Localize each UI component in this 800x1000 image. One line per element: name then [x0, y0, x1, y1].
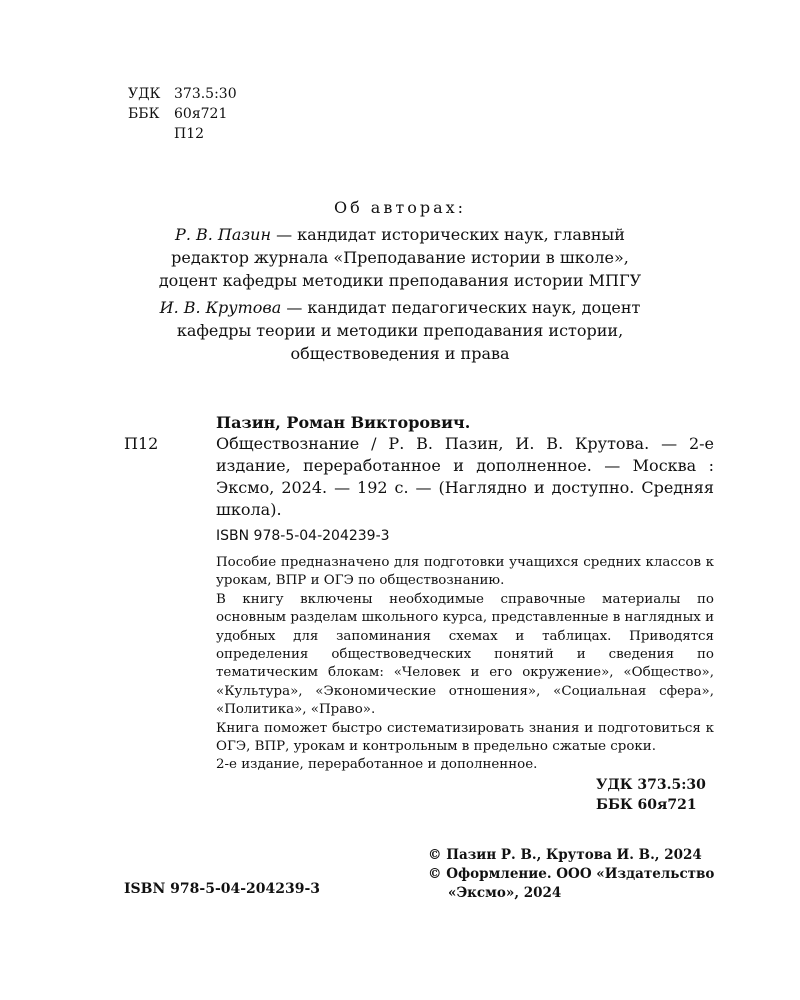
main-author: Пазин, Роман Викторович.	[216, 413, 471, 432]
annotation-paragraph: Книга поможет быстро систематизировать знания и подготовиться к ОГЭ, ВПР, урокам и контрольным в предельно сжатые сроки.	[216, 720, 714, 755]
bbk-value: 60я721	[174, 106, 228, 122]
about-authors-heading: Об авторах:	[333, 198, 467, 217]
annotation-paragraph: В книгу включены необходимые справочные материалы по основным разделам школьного курса, представленные в наглядных и удобных для запоминания схемах и таблицах. Приводятся определения обществоведческих понятий и сведения по тематическим блокам: «Человек и его окружение», «Общество», «Культура», «Экономические отношения», «Социальная сфера», «Политика», «Право».	[216, 591, 714, 718]
annotation-paragraph: Пособие предназначено для подготовки учащихся средних классов к урокам, ВПР и ОГЭ по обществознанию.	[216, 555, 714, 589]
author2-name: И. В. Крутова	[159, 298, 282, 317]
author2-paragraph	[150, 296, 650, 365]
bbk-bottom: ББК 60я721	[596, 797, 697, 813]
about-authors	[150, 196, 650, 369]
bbk-label: ББК	[128, 106, 160, 122]
udk-bottom: УДК 373.5:30	[596, 777, 706, 793]
author1-text: — кандидат исторических наук, главный редактор журнала «Преподавание истории в школе», доцент кафедры методики преподавания истории МПГУ	[158, 225, 642, 290]
annotation	[216, 554, 714, 775]
annotation-paragraph: 2-е издание, переработанное и дополненное.	[216, 757, 538, 773]
udk-value: 373.5:30	[174, 86, 237, 102]
bibliographic-description: Обществознание / Р. В. Пазин, И. В. Крутова. — 2-е издание, переработанное и дополненное. — Москва : Эксмо, 2024. — 192 с. — (Наглядно и доступно. Средняя школа).	[216, 434, 714, 519]
udk-label: УДК	[128, 86, 161, 102]
classification-block	[128, 84, 237, 144]
copyright-design: © Оформление. ООО «Издательство	[428, 866, 715, 882]
udk-row	[128, 84, 237, 104]
copyright-design-cont: «Эксмо», 2024	[448, 885, 562, 901]
bbk-row	[128, 104, 237, 124]
classification-code: П12	[174, 126, 205, 142]
copyright-block	[428, 846, 714, 903]
bottom-isbn: ISBN 978-5-04-204239-3	[124, 881, 321, 897]
author1-name: Р. В. Пазин	[175, 225, 271, 244]
classification-bottom	[596, 775, 706, 815]
record-code: П12	[124, 434, 159, 453]
author1-paragraph	[150, 223, 650, 292]
record-isbn: ISBN 978-5-04-204239-3	[216, 528, 390, 544]
author2-text: — кандидат педагогических наук, доцент кафедры теории и методики преподавания истории, обществоведения и права	[176, 298, 641, 363]
code-row	[128, 124, 237, 144]
copyright-authors: © Пазин Р. В., Крутова И. В., 2024	[428, 847, 702, 863]
